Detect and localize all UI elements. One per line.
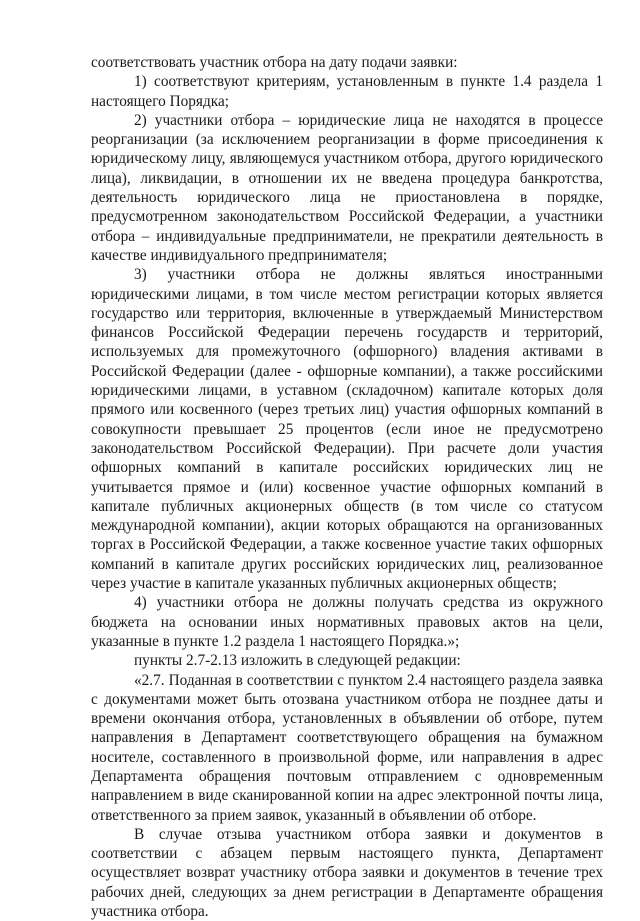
document-body (91, 53, 603, 921)
paragraph-item-1: 1) соответствуют критериям, установленным в пункте 1.4 раздела 1 настоящего Порядка; (91, 73, 603, 110)
paragraph-clause-2-7: «2.7. Поданная в соответствии с пунктом 2.4 настоящего раздела заявка с документами может быть отозвана участником отбора не позднее даты и времени окончания отбора, установленных в объявлении об отборе, путем направления в Департамент соответствующего обращения на бумажном носителе, составленного в произвольной форме, или направления в адрес Департамента обращения почтовым отправлением с одновременным направлением в виде сканированной копии на адрес электронной почты лица, ответственного за прием заявок, указанный в объявлении об отборе. (91, 671, 603, 824)
paragraph-clause-2-7-return: В случае отзыва участником отбора заявки и документов в соответствии с абзацем первым настоящего пункта, Департамент осуществляет возврат участнику отбора заявки и документов в течение трех рабочих дней, следующих за днем регистрации в Департаменте обращения участника отбора. (91, 825, 603, 921)
paragraph-item-2: 2) участники отбора – юридические лица не находятся в процессе реорганизации (за исключением реорганизации в форме присоединения к юридическому лицу, являющемуся участником отбора, другого юридического лица), ликвидации, в отношении их не введена процедура банкротства, деятельность юридического лица не приостановлена в порядке, предусмотренном законодательством Российской Федерации, а участники отбора – индивидуальные предприниматели, не прекратили деятельность в качестве индивидуального предпринимателя; (91, 111, 603, 264)
paragraph-intro: соответствовать участник отбора на дату подачи заявки: (91, 54, 458, 71)
paragraph-item-4: 4) участники отбора не должны получать средства из окружного бюджета на основании иных нормативных правовых актов на цели, указанные в пункте 1.2 раздела 1 настоящего Порядка.»; (91, 594, 603, 650)
paragraph-item-3: 3) участники отбора не должны являться иностранными юридическими лицами, в том числе местом регистрации которых является государство или территория, включенные в утверждаемый Министерством финансов Российской Федерации перечень государств и территорий, используемых для промежуточного (офшорного) владения активами в Российской Федерации (далее - офшорные компании), а также российскими юридическими лицами, в уставном (складочном) капитале которых доля прямого или косвенного (через третьих лиц) участия офшорных компаний в совокупности превышает 25 процентов (если иное не предусмотрено законодательством Российской Федерации). При расчете доли участия офшорных компаний в капитале российских юридических лиц не учитывается прямое и (или) косвенное участие офшорных компаний в капитале публичных акционерных обществ (в том числе со статусом международной компании), акции которых обращаются на организованных торгах в Российской Федерации, а также косвенное участие таких офшорных компаний в капитале других российских юридических лиц, реализованное через участие в капитале указанных публичных акционерных обществ; (91, 266, 603, 593)
paragraph-amendment-intro: пункты 2.7-2.13 изложить в следующей редакции: (134, 652, 461, 670)
